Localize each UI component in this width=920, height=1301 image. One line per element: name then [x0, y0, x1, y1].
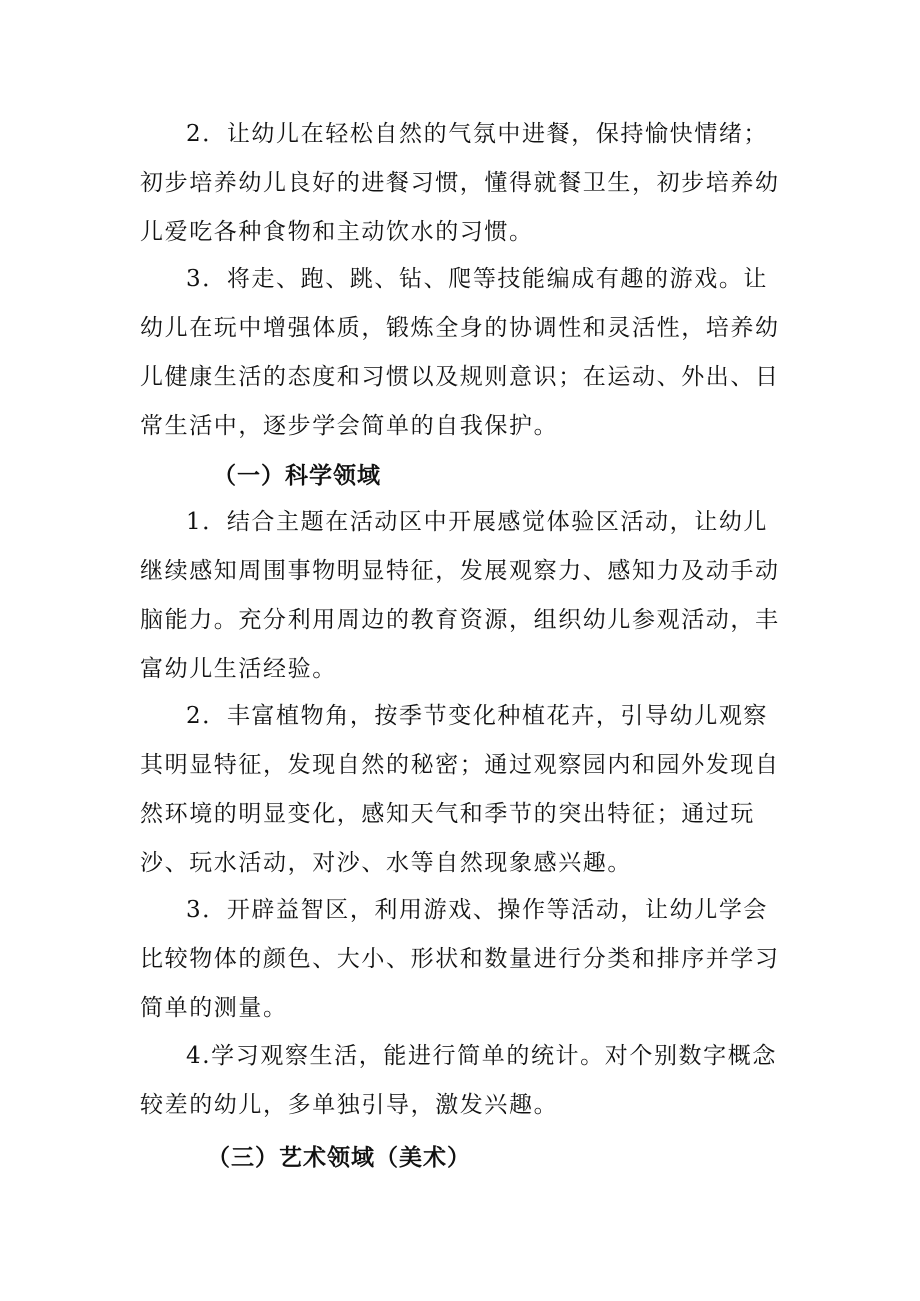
- paragraph-science-3: 3．开辟益智区，利用游戏、操作等活动，让幼儿学会比较物体的颜色、大小、形状和数量进行分类和排序并学习简单的测量。: [140, 897, 780, 1021]
- paragraph-science-1: 1．结合主题在活动区中开展感觉体验区活动，让幼儿继续感知周围事物明显特征，发展观察力、感知力及动手动脑能力。充分利用周边的教育资源，组织幼儿参观活动，丰富幼儿生活经验。: [140, 509, 780, 682]
- paragraph-health-2: 2．让幼儿在轻松自然的气氛中进餐，保持愉快情绪；初步培养幼儿良好的进餐习惯，懂得就餐卫生，初步培养幼儿爱吃各种食物和主动饮水的习惯。: [140, 121, 780, 245]
- paragraph-health-3: 3．将走、跑、跳、钻、爬等技能编成有趣的游戏。让幼儿在玩中增强体质，锻炼全身的协调性和灵活性，培养幼儿健康生活的态度和习惯以及规则意识；在运动、外出、日常生活中，逐步学会简单的自我保护。: [140, 266, 780, 439]
- paragraph-science-2: 2．丰富植物角，按季节变化种植花卉，引导幼儿观察其明显特征，发现自然的秘密；通过观察园内和园外发现自然环境的明显变化，感知天气和季节的突出特征；通过玩沙、玩水活动，对沙、水等自然现象感兴趣。: [140, 703, 780, 876]
- heading-science-domain: （一）科学领域: [213, 462, 381, 488]
- paragraph-science-4: 4.学习观察生活，能进行简单的统计。对个别数字概念较差的幼儿，多单独引导，激发兴趣。: [140, 1043, 777, 1118]
- heading-art-domain: （三）艺术领域（美术）: [207, 1144, 471, 1171]
